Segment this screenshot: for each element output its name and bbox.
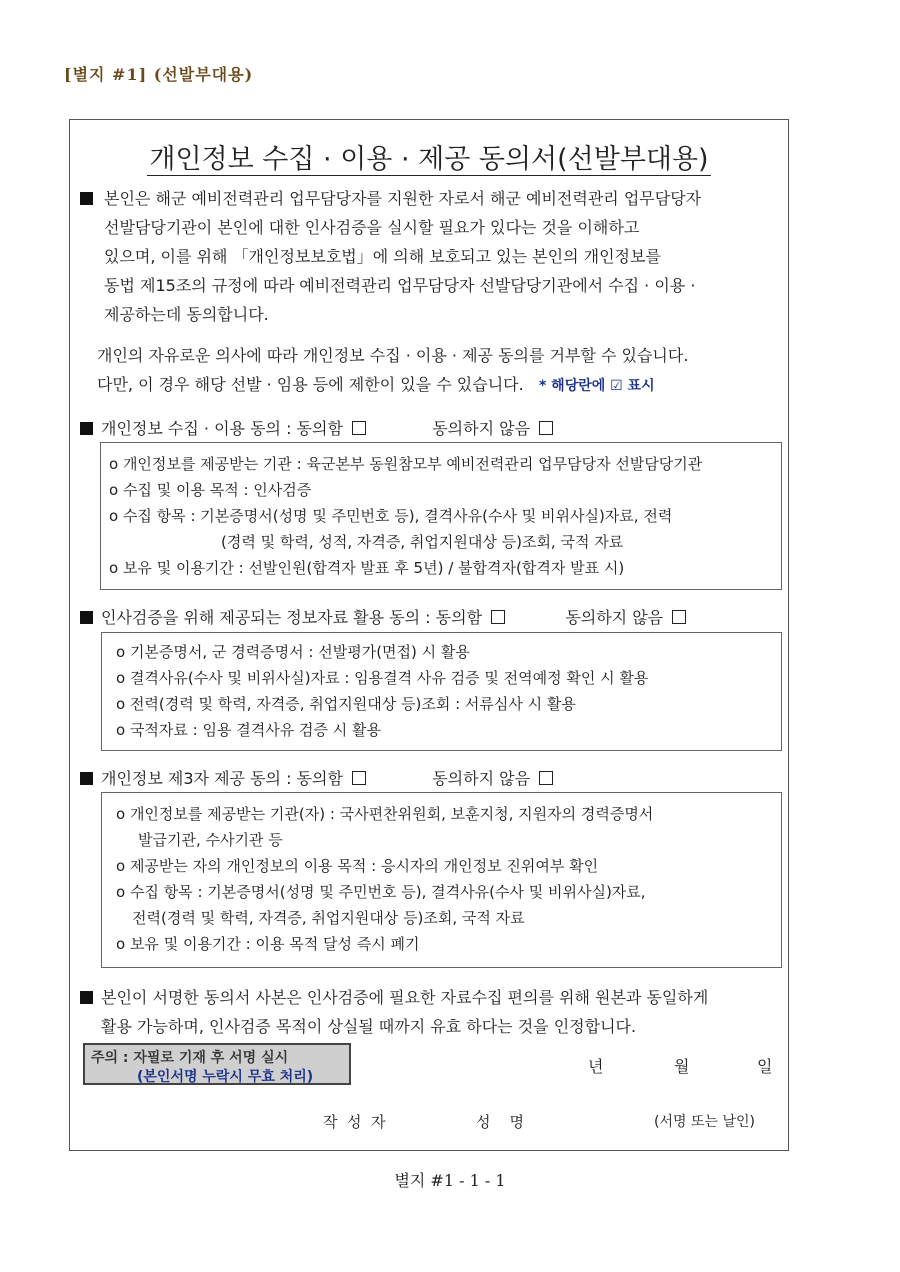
- section3-heading: 개인정보 제3자 제공 동의 : 동의함 동의하지 않음: [80, 766, 553, 789]
- author-label: 작 성 자: [323, 1113, 386, 1131]
- mark-instruction: * 해당란에 ☑ 표시: [538, 378, 655, 394]
- agree-checkbox[interactable]: [352, 421, 366, 435]
- list-item: o 수집 및 이용 목적 : 인사검증: [109, 481, 312, 499]
- list-item: o 개인정보를 제공받는 기관(자) : 국사편찬위원회, 보훈지청, 지원자의 경력증명서: [116, 805, 654, 823]
- agree-checkbox[interactable]: [352, 771, 366, 785]
- section3-details-box: [101, 792, 782, 968]
- date-month-label: 월: [674, 1057, 690, 1076]
- section2-heading: 인사검증을 위해 제공되는 정보자료 활용 동의 : 동의함 동의하지 않음: [80, 605, 686, 628]
- section1-details-box: [100, 442, 782, 590]
- list-item: o 보유 및 이용기간 : 선발인원(합격자 발표 후 5년) / 불합격자(합격자 발표 시): [109, 559, 625, 577]
- list-item-continued: (경력 및 학력, 성적, 자격증, 취업지원대상 등)조회, 국적 자료: [221, 533, 624, 551]
- list-item: o 수집 항목 : 기본증명서(성명 및 주민번호 등), 결격사유(수사 및 비위사실)자료, 전력: [109, 507, 673, 525]
- date-year-label: 년: [588, 1057, 604, 1076]
- section1-heading: 개인정보 수집 · 이용 동의 : 동의함 동의하지 않음: [80, 416, 553, 439]
- list-item-continued: 발급기관, 수사기관 등: [138, 831, 283, 849]
- list-item: o 결격사유(수사 및 비위사실)자료 : 임용결격 사유 검증 및 전역예정 확인 시 활용: [116, 669, 649, 687]
- name-label: 성 명: [476, 1113, 525, 1131]
- list-item: o 제공받는 자의 개인정보의 이용 목적 : 응시자의 개인정보 진위여부 확인: [116, 857, 599, 875]
- square-bullet-icon: [80, 772, 93, 785]
- closing-statement: 본인이 서명한 동의서 사본은 인사검증에 필요한 자료수집 편의를 위해 원본과 동일하게 활용 가능하며, 인사검증 목적이 상실될 때까지 유효 하다는 것을 인정합니다.: [80, 983, 780, 1041]
- date-day-label: 일: [757, 1057, 773, 1076]
- list-item: o 개인정보를 제공받는 기관 : 육군본부 동원참모부 예비전력관리 업무담당자 선발담당기관: [109, 455, 703, 473]
- disagree-checkbox[interactable]: [672, 610, 686, 624]
- form-label: [별지 #1] (선발부대용): [64, 65, 254, 84]
- square-bullet-icon: [80, 991, 93, 1004]
- section2-details-box: [101, 632, 782, 751]
- intro-bullet: [80, 184, 101, 213]
- list-item: o 기본증명서, 군 경력증명서 : 선발평가(면접) 시 활용: [116, 643, 470, 661]
- square-bullet-icon: [80, 422, 93, 435]
- handwriting-notice: 주의 : 자필로 기재 후 서명 실시 (본인서명 누락시 무효 처리): [83, 1043, 351, 1085]
- disagree-checkbox[interactable]: [539, 421, 553, 435]
- page-number: 별지 #1 - 1 - 1: [394, 1171, 506, 1190]
- list-item: o 전력(경력 및 학력, 자격증, 취업지원대상 등)조회 : 서류심사 시 활용: [116, 695, 576, 713]
- intro-paragraph: 본인은 해군 예비전력관리 업무담당자를 지원한 자로서 해군 예비전력관리 업무담당자 선발담당기관이 본인에 대한 인사검증을 실시할 필요가 있다는 것을 이해하고 있으며, 이를 위해 「개인정보보호법」에 의해 보호되고 있는 본인의 개인정보를 동법 제15조의 규정에 따라 예비전력관리 업무담당자 선발담당기관에서 수집 · 이용 · 제공하는데 동의합니다.: [104, 189, 702, 324]
- agree-checkbox[interactable]: [491, 610, 505, 624]
- document-title: 개인정보 수집 · 이용 · 제공 동의서(선발부대용): [149, 144, 709, 175]
- signature-hint: (서명 또는 날인): [654, 1114, 755, 1130]
- list-item: o 수집 항목 : 기본증명서(성명 및 주민번호 등), 결격사유(수사 및 비위사실)자료,: [116, 883, 646, 901]
- list-item: o 국적자료 : 임용 결격사유 검증 시 활용: [116, 721, 381, 739]
- refusal-rights-text: 개인의 자유로운 의사에 따라 개인정보 수집 · 이용 · 제공 동의를 거부할 수 있습니다. 다만, 이 경우 해당 선발 · 임용 등에 제한이 있을 수 있습니다. * 해당란에 ☑ 표시: [97, 346, 689, 394]
- square-bullet-icon: [80, 192, 93, 205]
- list-item-continued: 전력(경력 및 학력, 자격증, 취업지원대상 등)조회, 국적 자료: [132, 909, 525, 927]
- square-bullet-icon: [80, 611, 93, 624]
- list-item: o 보유 및 이용기간 : 이용 목적 달성 즉시 폐기: [116, 935, 420, 953]
- disagree-checkbox[interactable]: [539, 771, 553, 785]
